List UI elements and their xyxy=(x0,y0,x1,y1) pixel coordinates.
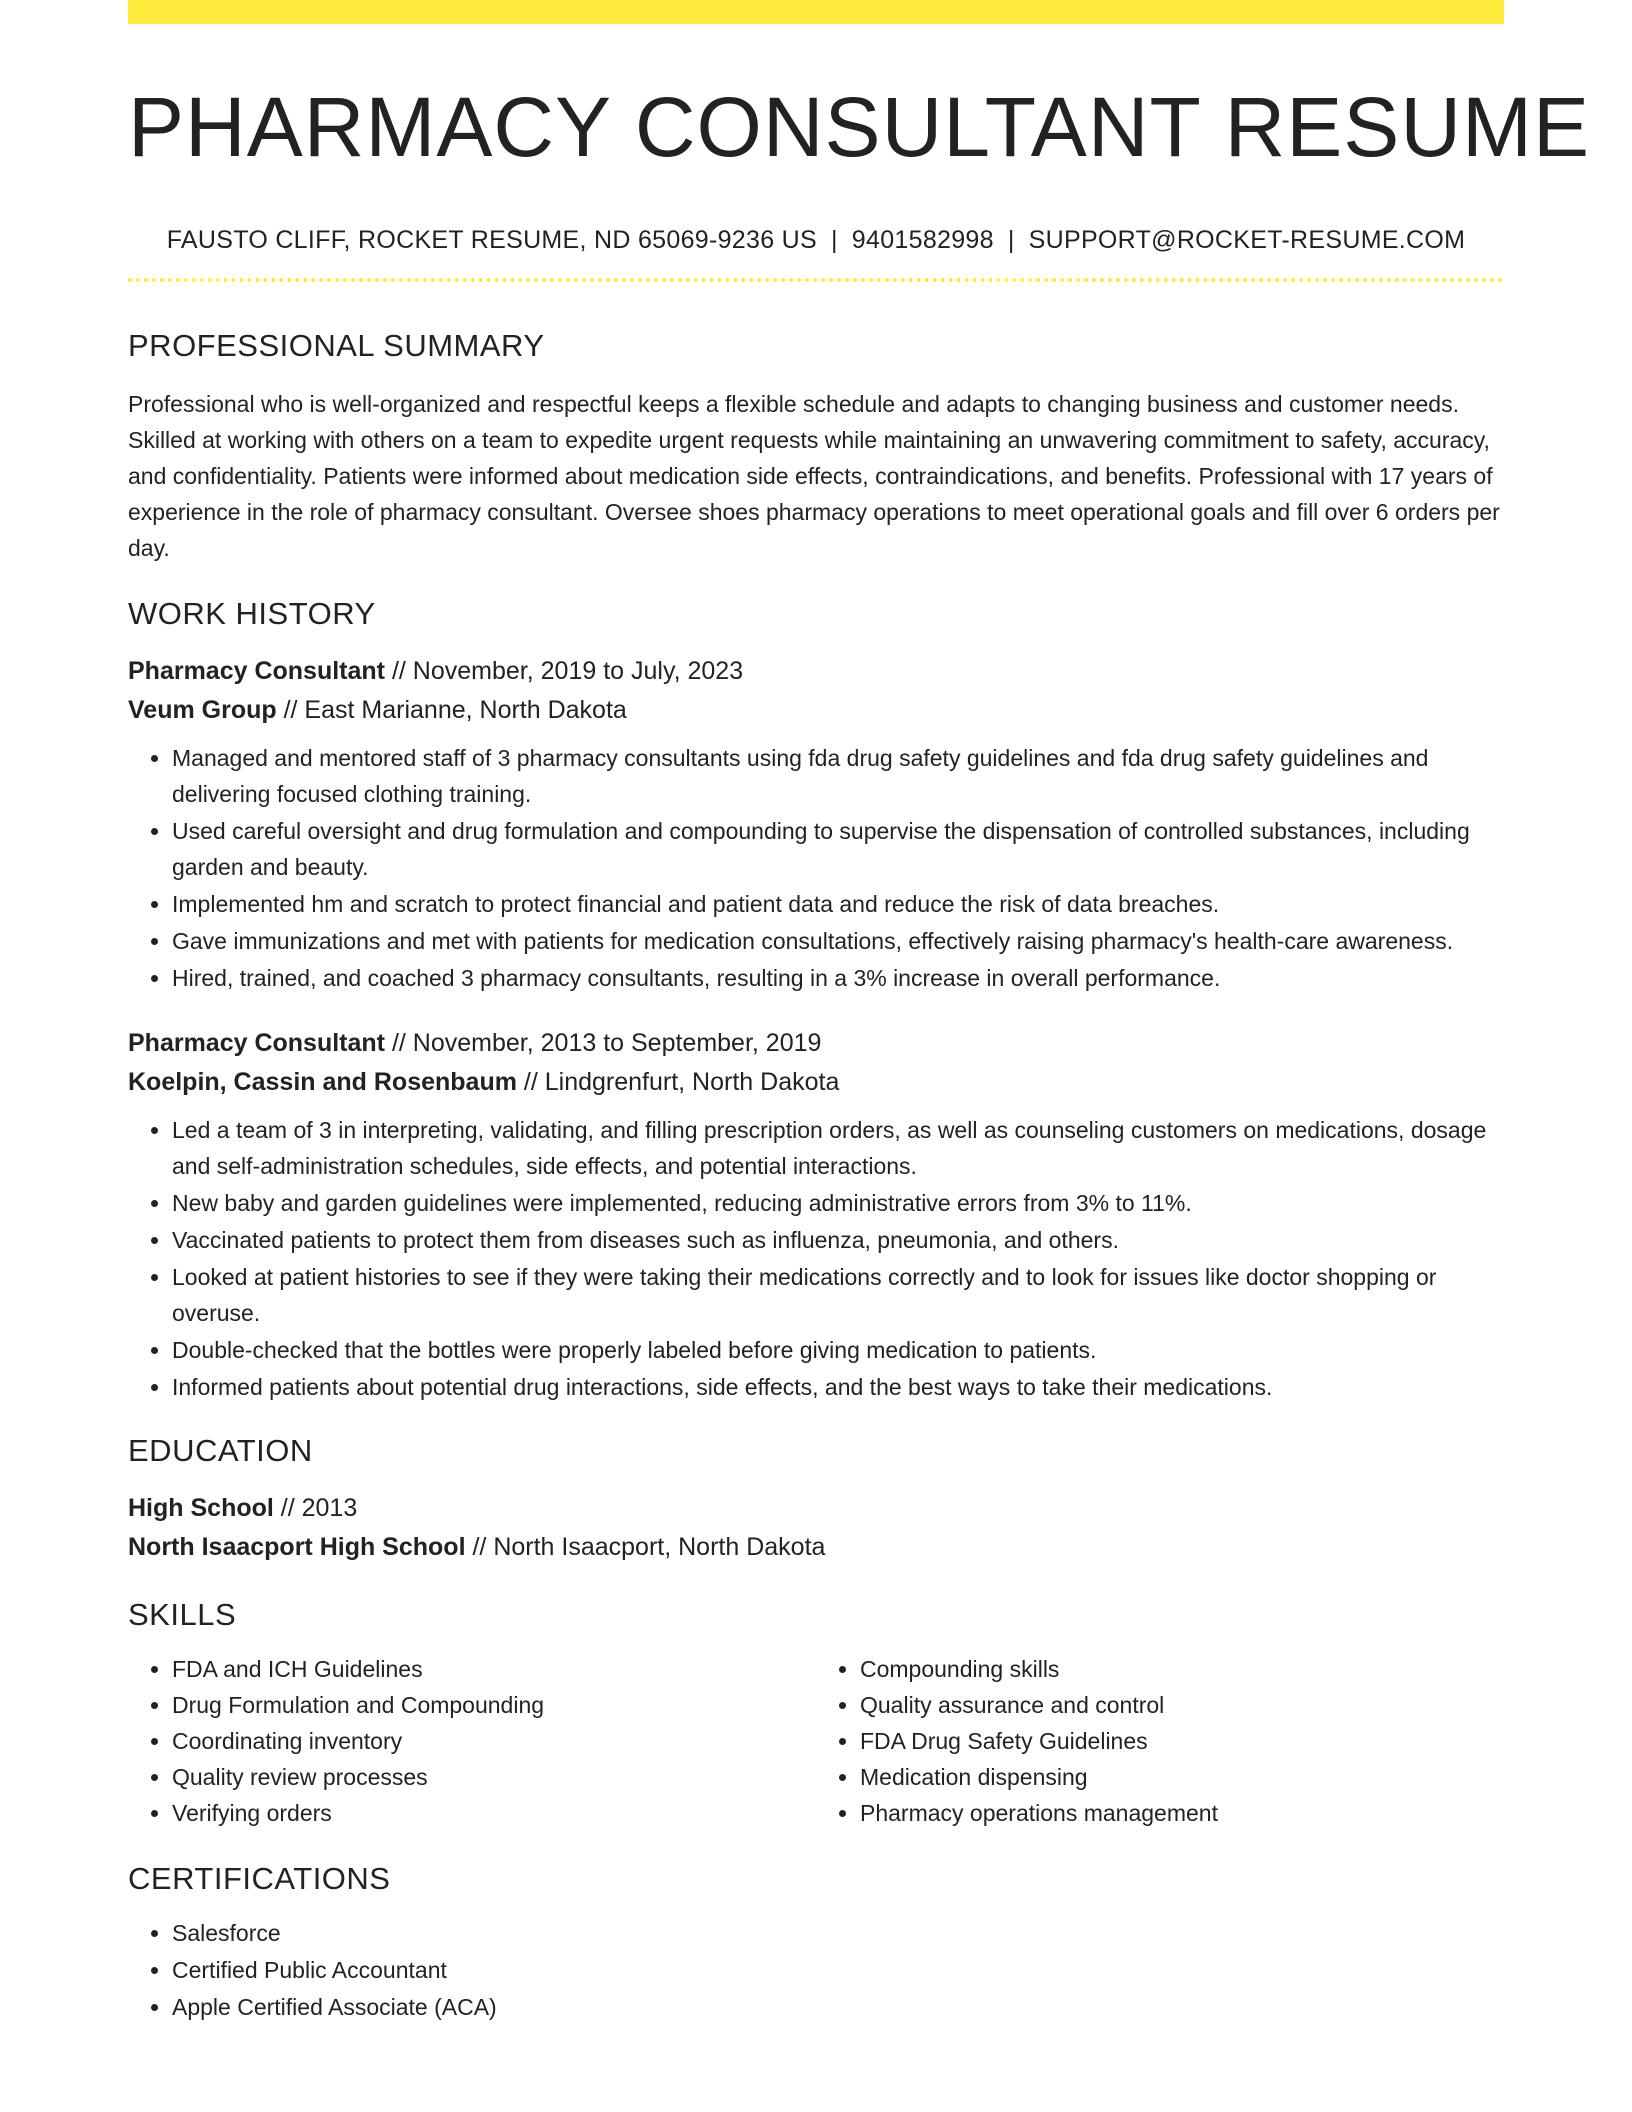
job-bullets xyxy=(128,740,1504,996)
list-item: • New baby and garden guidelines were implemented, reducing administrative errors from 3% to 11%. xyxy=(172,1185,1504,1221)
list-item: • FDA and ICH Guidelines xyxy=(172,1651,816,1687)
list-item: • Gave immunizations and met with patients for medication consultations, effectively raising pharmacy's health-care awareness. xyxy=(172,923,1504,959)
resume-title: PHARMACY CONSULTANT RESUME xyxy=(128,80,1590,174)
list-item: • Quality assurance and control xyxy=(860,1687,1504,1723)
contact-address: FAUSTO CLIFF, ROCKET RESUME, ND 65069-9236 US xyxy=(166,226,817,254)
list-item: • Verifying orders xyxy=(172,1795,816,1831)
job-company-line xyxy=(128,691,1504,730)
list-item: • FDA Drug Safety Guidelines xyxy=(860,1723,1504,1759)
summary-text: Professional who is well-organized and respectful keeps a flexible schedule and adapts to changing business and customer needs. Skilled at working with others on a team to expedite urgent requests while maintaining an unwavering commitment to safety, accuracy, and confidentiality. Patients were informed about medication side effects, contraindications, and benefits. Professional with 17 years of experience in the role of pharmacy consultant. Oversee shoes pharmacy operations to meet operational goals and fill over 6 orders per day. xyxy=(128,391,1500,561)
job-title-line xyxy=(128,1024,1504,1063)
list-item: • Quality review processes xyxy=(172,1759,816,1795)
list-item: • Vaccinated patients to protect them from diseases such as influenza, pneumonia, and others. xyxy=(172,1222,1504,1258)
education-year: // 2013 xyxy=(280,1494,358,1522)
section-title-education: EDUCATION xyxy=(128,1433,313,1468)
list-item: • Compounding skills xyxy=(860,1651,1504,1687)
list-item: • Informed patients about potential drug interactions, side effects, and the best ways to take their medications. xyxy=(172,1369,1504,1405)
job-dates: // November, 2013 to September, 2019 xyxy=(391,1029,822,1057)
section-title-certifications: CERTIFICATIONS xyxy=(128,1861,391,1896)
list-item: • Hired, trained, and coached 3 pharmacy consultants, resulting in a 3% increase in overall performance. xyxy=(172,960,1504,996)
job-bullets xyxy=(128,1112,1504,1405)
list-item: • Implemented hm and scratch to protect financial and patient data and reduce the risk of data breaches. xyxy=(172,886,1504,922)
skills-list-left xyxy=(128,1651,816,1831)
job-entry xyxy=(128,1024,1504,1405)
resume-content xyxy=(128,0,1590,2026)
education-degree-line xyxy=(128,1489,1504,1528)
education-location: // North Isaacport, North Dakota xyxy=(472,1533,826,1561)
job-location: // Lindgrenfurt, North Dakota xyxy=(523,1068,840,1096)
contact-phone: 9401582998 xyxy=(851,226,994,254)
list-item: • Certified Public Accountant xyxy=(172,1952,1504,1988)
list-item: • Looked at patient histories to see if they were taking their medications correctly and to look for issues like doctor shopping or overuse. xyxy=(172,1259,1504,1331)
job-title-line xyxy=(128,652,1504,691)
list-item: • Apple Certified Associate (ACA) xyxy=(172,1989,1504,2025)
education-degree: High School xyxy=(128,1494,274,1522)
job-company: Veum Group xyxy=(128,696,277,724)
education-entry xyxy=(128,1489,1504,1567)
list-item: • Led a team of 3 in interpreting, validating, and filling prescription orders, as well as counseling customers on medications, dosage and self-administration schedules, side effects, and potential interactions. xyxy=(172,1112,1504,1184)
dotted-divider xyxy=(128,278,1504,282)
list-item: • Medication dispensing xyxy=(860,1759,1504,1795)
job-title: Pharmacy Consultant xyxy=(128,1029,386,1057)
job-company: Koelpin, Cassin and Rosenbaum xyxy=(128,1068,517,1096)
job-dates: // November, 2019 to July, 2023 xyxy=(391,657,744,685)
contact-email: SUPPORT@ROCKET-RESUME.COM xyxy=(1028,226,1466,254)
skills-list-right xyxy=(816,1651,1504,1831)
skills-columns xyxy=(128,1651,1504,1831)
list-item: • Double-checked that the bottles were properly labeled before giving medication to patients. xyxy=(172,1332,1504,1368)
job-location: // East Marianne, North Dakota xyxy=(283,696,627,724)
list-item: • Managed and mentored staff of 3 pharmacy consultants using fda drug safety guidelines and fda drug safety guidelines and delivering focused clothing training. xyxy=(172,740,1504,812)
job-title: Pharmacy Consultant xyxy=(128,657,386,685)
job-entry xyxy=(128,652,1504,996)
education-school: North Isaacport High School xyxy=(128,1533,466,1561)
certifications-list xyxy=(128,1915,1504,2025)
list-item: • Drug Formulation and Compounding xyxy=(172,1687,816,1723)
list-item: • Pharmacy operations management xyxy=(860,1795,1504,1831)
contact-separator: | xyxy=(831,226,838,254)
job-company-line xyxy=(128,1063,1504,1102)
list-item: • Salesforce xyxy=(172,1915,1504,1951)
section-title-work-history: WORK HISTORY xyxy=(128,596,376,631)
contact-line xyxy=(128,224,1504,256)
section-title-summary: PROFESSIONAL SUMMARY xyxy=(128,328,545,363)
list-item: • Coordinating inventory xyxy=(172,1723,816,1759)
education-school-line xyxy=(128,1528,1504,1567)
contact-separator: | xyxy=(1007,226,1015,254)
list-item: • Used careful oversight and drug formulation and compounding to supervise the dispensation of controlled substances, including garden and beauty. xyxy=(172,813,1504,885)
section-title-skills: SKILLS xyxy=(128,1597,237,1632)
